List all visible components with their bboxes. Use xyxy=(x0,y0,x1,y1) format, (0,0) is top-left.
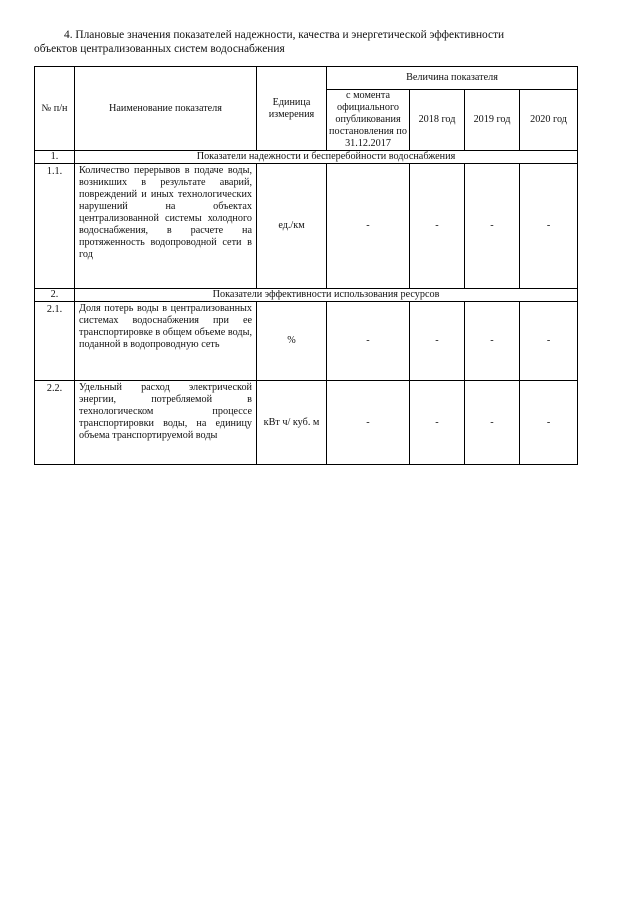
row-value-2019: - xyxy=(465,164,520,289)
header-unit: Единица измерения xyxy=(257,67,327,151)
header-num: № п/н xyxy=(35,67,75,151)
row-value-2018: - xyxy=(410,164,465,289)
table-row xyxy=(35,302,578,381)
header-name: Наименование показателя xyxy=(75,67,257,151)
heading-line-2: объектов централизованных систем водоснабжения xyxy=(34,43,285,55)
row-value-since: - xyxy=(327,381,410,465)
row-num: 2.2. xyxy=(35,381,75,465)
row-unit: % xyxy=(257,302,327,381)
row-value-2020: - xyxy=(520,381,578,465)
row-unit: кВт ч/ куб. м xyxy=(257,381,327,465)
section-title: Показатели эффективности использования ресурсов xyxy=(75,289,578,302)
section-title: Показатели надежности и бесперебойности водоснабжения xyxy=(75,151,578,164)
row-num: 1.1. xyxy=(35,164,75,289)
row-value-2020: - xyxy=(520,302,578,381)
header-2018: 2018 год xyxy=(410,90,465,151)
document-heading xyxy=(34,28,579,56)
table-row xyxy=(35,164,578,289)
row-value-since: - xyxy=(327,164,410,289)
header-since-publication: с момента официального опубликования постановления по 31.12.2017 xyxy=(327,90,410,151)
row-name: Количество перерывов в подаче воды, возникших в результате аварий, повреждений и иных технологических нарушений на объектах централизованной системы холодного водоснабжения, в расчете на протяженность водопроводной сети в год xyxy=(75,164,257,289)
section-num: 1. xyxy=(35,151,75,164)
heading-line-1: 4. Плановые значения показателей надежности, качества и энергетической эффективности xyxy=(64,29,505,41)
row-value-2018: - xyxy=(410,302,465,381)
row-value-2020: - xyxy=(520,164,578,289)
row-name: Доля потерь воды в централизованных системах водоснабжения при ее транспортировке в общем объеме воды, поданной в водопроводную сеть xyxy=(75,302,257,381)
table-row xyxy=(35,381,578,465)
row-value-2018: - xyxy=(410,381,465,465)
indicators-table xyxy=(34,66,578,465)
header-row-1 xyxy=(35,67,578,90)
section-num: 2. xyxy=(35,289,75,302)
section-row xyxy=(35,289,578,302)
row-unit: ед./км xyxy=(257,164,327,289)
header-2019: 2019 год xyxy=(465,90,520,151)
header-value-group: Величина показателя xyxy=(327,67,578,90)
row-value-2019: - xyxy=(465,302,520,381)
section-row xyxy=(35,151,578,164)
row-num: 2.1. xyxy=(35,302,75,381)
row-name: Удельный расход электрической энергии, потребляемой в технологическом процессе транспортировки воды, на единицу объема транспортируемой воды xyxy=(75,381,257,465)
row-value-2019: - xyxy=(465,381,520,465)
row-value-since: - xyxy=(327,302,410,381)
header-2020: 2020 год xyxy=(520,90,578,151)
